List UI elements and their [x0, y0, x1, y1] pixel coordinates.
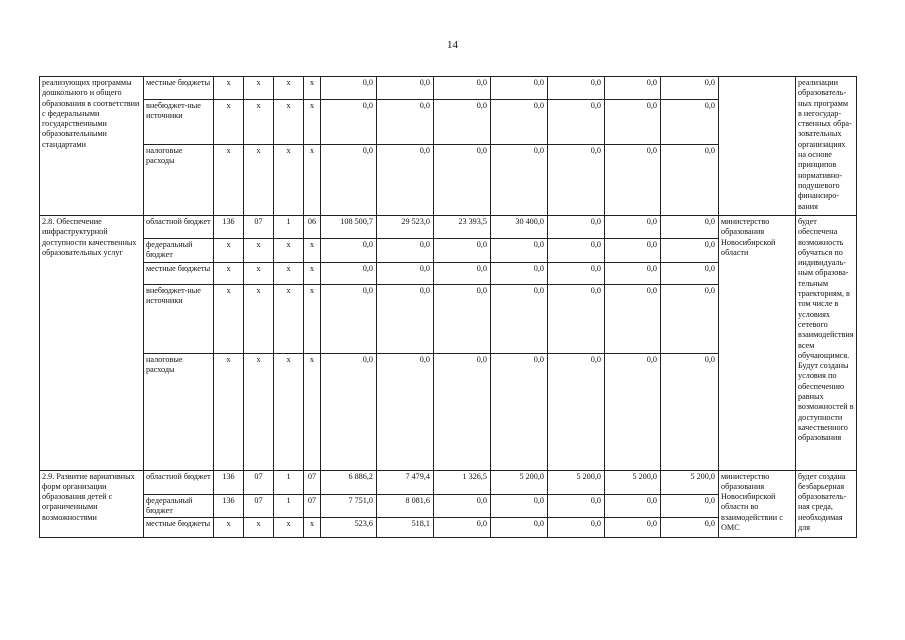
code-cell: x — [304, 284, 321, 353]
amount-cell: 0,0 — [605, 518, 661, 538]
code-cell: x — [244, 262, 274, 284]
amount-cell: 0,0 — [605, 216, 661, 239]
code-cell: x — [274, 239, 304, 263]
amount-cell: 0,0 — [491, 518, 548, 538]
amount-cell: 0,0 — [434, 494, 491, 518]
funding-source-cell: местные бюджеты — [144, 77, 214, 100]
code-cell: x — [274, 77, 304, 100]
code-cell: x — [304, 239, 321, 263]
amount-cell: 29 523,0 — [377, 216, 434, 239]
measure-name-cell: 2.8. Обеспечение инфраструктурной доступности качественных образовательных услуг — [40, 216, 144, 471]
code-cell: x — [244, 353, 274, 470]
code-cell: x — [244, 100, 274, 145]
amount-cell: 523,6 — [321, 518, 377, 538]
code-cell: x — [274, 100, 304, 145]
amount-cell: 0,0 — [548, 100, 605, 145]
executor-cell: министерство образования Новосибирской области во взаимодействии с ОМС — [719, 470, 796, 538]
amount-cell: 0,0 — [491, 145, 548, 216]
funding-source-cell: налоговые расходы — [144, 145, 214, 216]
amount-cell: 0,0 — [548, 216, 605, 239]
amount-cell: 0,0 — [434, 353, 491, 470]
amount-cell: 5 200,0 — [605, 470, 661, 494]
expected-result-cell: будет обеспечена возможность обучаться по индивидуаль-ным образова-тельным траекториям, в том числе в условиях сетевого взаимодействия всем обучающимся. Будут созданы условия по обеспечению равных возможностей в доступности качественного образования — [796, 216, 857, 471]
executor-cell — [719, 77, 796, 216]
amount-cell: 0,0 — [321, 77, 377, 100]
code-cell: x — [244, 518, 274, 538]
amount-cell: 0,0 — [434, 239, 491, 263]
amount-cell: 0,0 — [321, 100, 377, 145]
amount-cell: 0,0 — [434, 100, 491, 145]
funding-source-cell: местные бюджеты — [144, 262, 214, 284]
code-cell: x — [244, 145, 274, 216]
amount-cell: 0,0 — [661, 100, 719, 145]
amount-cell: 0,0 — [548, 239, 605, 263]
amount-cell: 6 886,2 — [321, 470, 377, 494]
code-cell: x — [244, 77, 274, 100]
code-cell: 07 — [244, 216, 274, 239]
code-cell: x — [244, 284, 274, 353]
program-table — [39, 76, 857, 538]
amount-cell: 0,0 — [548, 262, 605, 284]
measure-name-cell: реализующих программы дошкольного и общего образования в соответствии с федеральными государственными образовательными стандартами — [40, 77, 144, 216]
amount-cell: 0,0 — [491, 100, 548, 145]
code-cell: x — [274, 353, 304, 470]
code-cell: 1 — [274, 494, 304, 518]
code-cell: 1 — [274, 470, 304, 494]
code-cell: 136 — [214, 216, 244, 239]
amount-cell: 0,0 — [491, 262, 548, 284]
code-cell: x — [214, 262, 244, 284]
amount-cell: 1 326,5 — [434, 470, 491, 494]
amount-cell: 0,0 — [548, 518, 605, 538]
amount-cell: 0,0 — [434, 77, 491, 100]
amount-cell: 0,0 — [491, 239, 548, 263]
funding-source-cell: местные бюджеты — [144, 518, 214, 538]
amount-cell: 8 081,6 — [377, 494, 434, 518]
amount-cell: 0,0 — [434, 284, 491, 353]
code-cell: x — [304, 353, 321, 470]
code-cell: x — [214, 353, 244, 470]
amount-cell: 0,0 — [548, 494, 605, 518]
code-cell: x — [214, 100, 244, 145]
code-cell: 1 — [274, 216, 304, 239]
funding-source-cell: федеральный бюджет — [144, 239, 214, 263]
code-cell: x — [214, 77, 244, 100]
amount-cell: 0,0 — [661, 518, 719, 538]
code-cell: x — [214, 518, 244, 538]
amount-cell: 0,0 — [377, 353, 434, 470]
code-cell: x — [304, 100, 321, 145]
code-cell: x — [304, 262, 321, 284]
amount-cell: 0,0 — [605, 353, 661, 470]
funding-source-cell: областной бюджет — [144, 470, 214, 494]
amount-cell: 0,0 — [605, 100, 661, 145]
amount-cell: 518,1 — [377, 518, 434, 538]
amount-cell: 108 500,7 — [321, 216, 377, 239]
expected-result-cell: будет создана безбарьерная образователь-ная среда, необходимая для — [796, 470, 857, 538]
code-cell: x — [214, 239, 244, 263]
amount-cell: 0,0 — [661, 216, 719, 239]
code-cell: x — [214, 145, 244, 216]
code-cell: x — [214, 284, 244, 353]
amount-cell: 0,0 — [434, 518, 491, 538]
code-cell: 07 — [304, 470, 321, 494]
code-cell: 07 — [304, 494, 321, 518]
page-number: 14 — [447, 39, 458, 51]
table-row — [40, 77, 857, 100]
expected-result-cell: реализации образователь-ных программ в негосудар-ственных обра-зовательных организациях на основе принципов нормативно-подушевого финансиро-вания — [796, 77, 857, 216]
amount-cell: 0,0 — [491, 284, 548, 353]
amount-cell: 0,0 — [605, 145, 661, 216]
amount-cell: 0,0 — [605, 262, 661, 284]
amount-cell: 0,0 — [377, 100, 434, 145]
executor-cell: министерство образования Новосибирской области — [719, 216, 796, 471]
amount-cell: 0,0 — [321, 353, 377, 470]
amount-cell: 0,0 — [377, 239, 434, 263]
amount-cell: 0,0 — [605, 284, 661, 353]
amount-cell: 0,0 — [377, 284, 434, 353]
funding-source-cell: налоговые расходы — [144, 353, 214, 470]
code-cell: x — [304, 77, 321, 100]
amount-cell: 0,0 — [377, 262, 434, 284]
measure-name-cell: 2.9. Развитие вариативных форм организации образования детей с ограниченными возможностями — [40, 470, 144, 538]
amount-cell: 0,0 — [321, 239, 377, 263]
funding-source-cell: внебюджет-ные источники — [144, 284, 214, 353]
code-cell: x — [274, 518, 304, 538]
amount-cell: 5 200,0 — [491, 470, 548, 494]
amount-cell: 30 400,0 — [491, 216, 548, 239]
table-row — [40, 470, 857, 494]
amount-cell: 0,0 — [377, 77, 434, 100]
amount-cell: 0,0 — [548, 353, 605, 470]
amount-cell: 5 200,0 — [661, 470, 719, 494]
amount-cell: 0,0 — [548, 284, 605, 353]
code-cell: 06 — [304, 216, 321, 239]
code-cell: x — [304, 518, 321, 538]
funding-source-cell: областной бюджет — [144, 216, 214, 239]
code-cell: 07 — [244, 494, 274, 518]
code-cell: x — [304, 145, 321, 216]
amount-cell: 0,0 — [605, 77, 661, 100]
amount-cell: 7 479,4 — [377, 470, 434, 494]
code-cell: 07 — [244, 470, 274, 494]
amount-cell: 0,0 — [548, 145, 605, 216]
amount-cell: 0,0 — [605, 239, 661, 263]
amount-cell: 0,0 — [321, 284, 377, 353]
code-cell: x — [274, 262, 304, 284]
amount-cell: 0,0 — [491, 494, 548, 518]
amount-cell: 0,0 — [605, 494, 661, 518]
amount-cell: 0,0 — [661, 239, 719, 263]
amount-cell: 0,0 — [661, 494, 719, 518]
code-cell: x — [274, 284, 304, 353]
code-cell: 136 — [214, 470, 244, 494]
code-cell: x — [274, 145, 304, 216]
code-cell: 136 — [214, 494, 244, 518]
amount-cell: 0,0 — [491, 353, 548, 470]
code-cell: x — [244, 239, 274, 263]
amount-cell: 5 200,0 — [548, 470, 605, 494]
amount-cell: 0,0 — [434, 262, 491, 284]
amount-cell: 0,0 — [661, 262, 719, 284]
amount-cell: 0,0 — [321, 145, 377, 216]
amount-cell: 0,0 — [377, 145, 434, 216]
funding-source-cell: внебюджет-ные источники — [144, 100, 214, 145]
amount-cell: 0,0 — [661, 77, 719, 100]
amount-cell: 0,0 — [661, 353, 719, 470]
amount-cell: 0,0 — [321, 262, 377, 284]
amount-cell: 0,0 — [548, 77, 605, 100]
table-row — [40, 216, 857, 239]
amount-cell: 0,0 — [661, 145, 719, 216]
funding-source-cell: федеральный бюджет — [144, 494, 214, 518]
amount-cell: 0,0 — [434, 145, 491, 216]
amount-cell: 23 393,5 — [434, 216, 491, 239]
amount-cell: 0,0 — [661, 284, 719, 353]
amount-cell: 0,0 — [491, 77, 548, 100]
amount-cell: 7 751,0 — [321, 494, 377, 518]
